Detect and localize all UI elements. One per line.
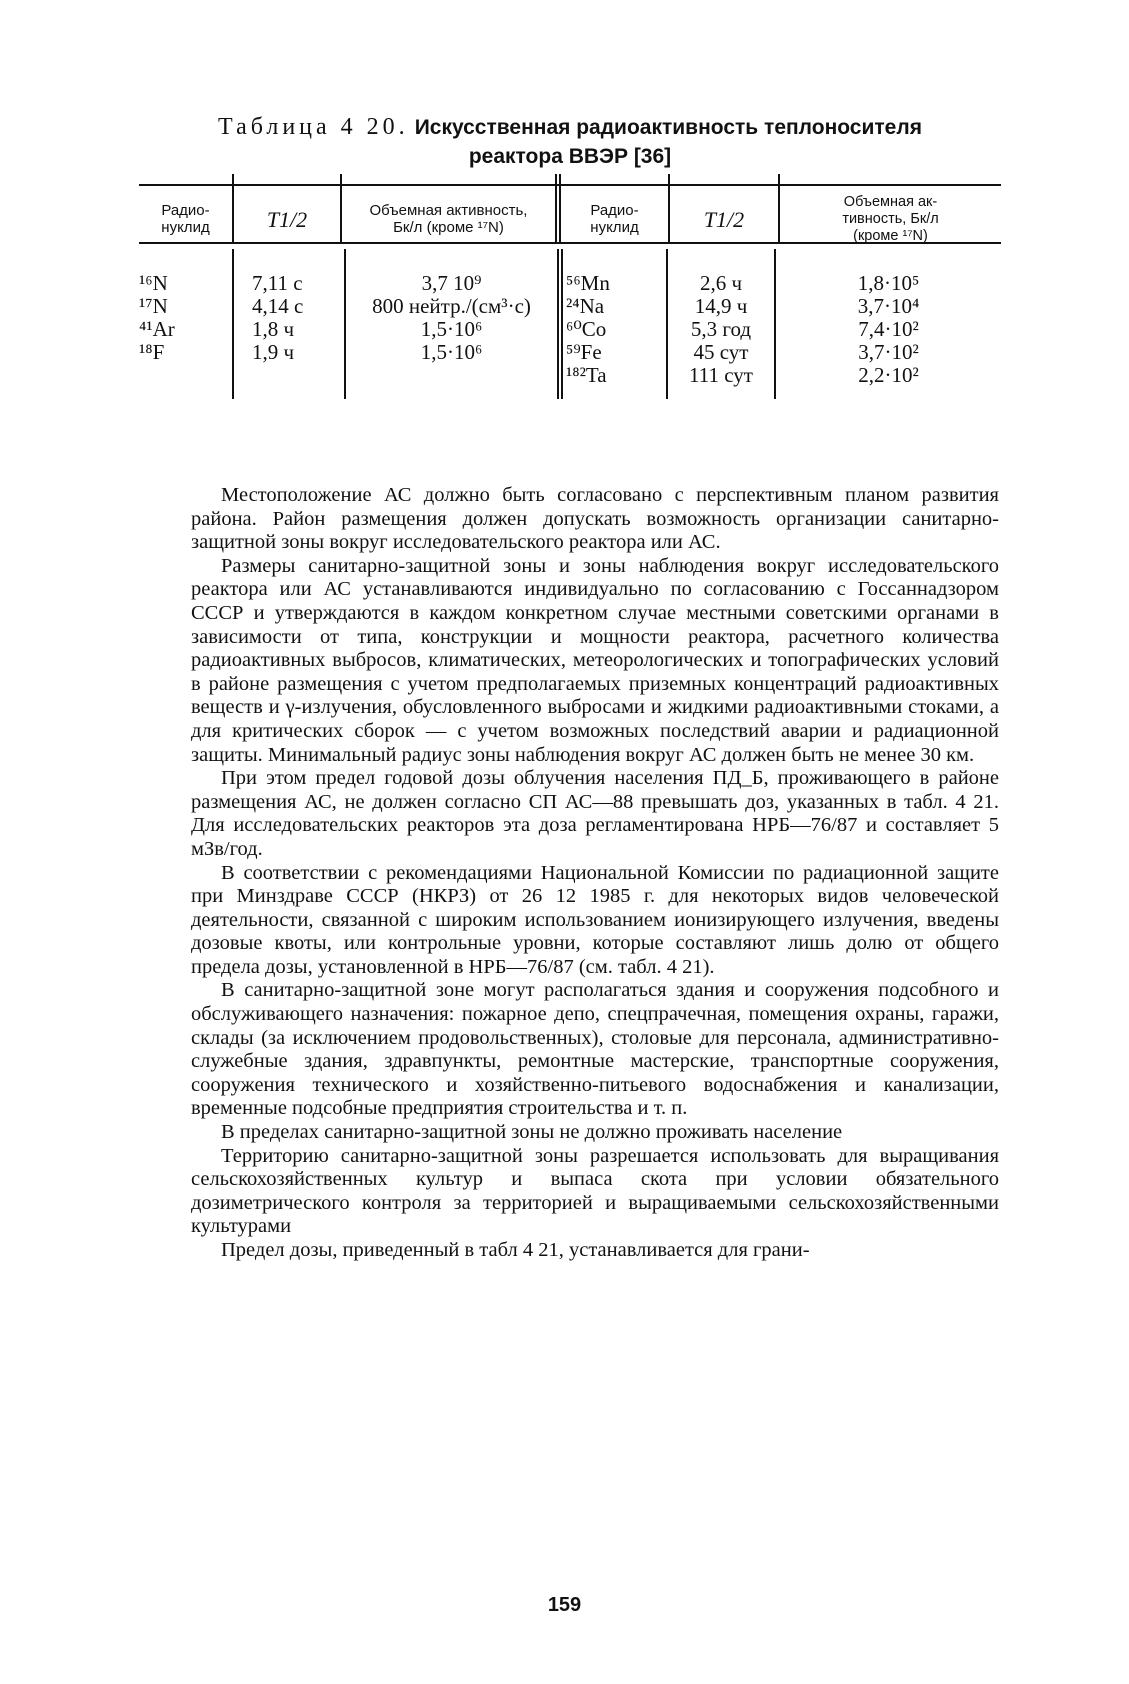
table-cell: ¹⁸²Ta bbox=[566, 363, 607, 387]
table-cell: 111 сут bbox=[689, 363, 753, 387]
table-cell: 1,5·10⁶ bbox=[420, 317, 483, 341]
column-half-life-right bbox=[668, 272, 774, 387]
body-text bbox=[191, 484, 999, 1263]
paragraph: В соответствии с рекомендациями Национальной Комиссии по радиационной защите при Минздраве СССР (НКРЗ) от 26 12 1985 г. для некоторых видов человеческой деятельности, связанной с широким использованием ионизирующего излучения, введены дозовые квоты, или контрольные уровни, которые составляют лишь долю от общего предела дозы, установленной в НРБ—76/87 (см. табл. 4 21). bbox=[191, 861, 999, 978]
table-cell: 2,6 ч bbox=[699, 271, 743, 295]
paragraph: В санитарно-защитной зоне могут располагаться здания и сооружения подсобного и обслуживающего назначения: пожарное депо, спецпрачечная, помещения охраны, гаражи, склады (за исключением продовольственных), столовые для персонала, административно-служебные здания, здравпункты, ремонтные мастерские, транспортные сооружения, сооружения технического и хозяйственно-питьевого водоснабжения и канализации, временные подсобные предприятия строительства и т. п. bbox=[191, 979, 999, 1120]
table-cell: 14,9 ч bbox=[694, 294, 748, 318]
header-nuclide: Радио- нуклид bbox=[161, 202, 210, 236]
table-cell: ¹⁸F bbox=[139, 340, 165, 364]
table-caption-label: Таблица 4 20. bbox=[218, 114, 409, 140]
table-cell: ²⁴Na bbox=[566, 294, 605, 318]
table-top-rule bbox=[139, 184, 1001, 186]
table-cell: 800 нейтр./(см³·с) bbox=[372, 294, 531, 318]
header-activity: Объемная активность, Бк/л (кроме ¹⁷N) bbox=[369, 202, 528, 236]
paragraph: Размеры санитарно-защитной зоны и зоны наблюдения вокруг исследовательского реактора или АС устанавливаются индивидуально по согласованию с Госсаннадзором СССР и утверждаются в каждом конкретном случае местными советскими органами в зависимости от типа, конструкции и мощности реактора, расчетного количества радиоактивных выбросов, климатических, метеорологических и топографических условий в районе размещения с учетом предполагаемых приземных концентраций радиоактивных веществ и γ-излучения, обусловленного выбросами и жидкими радиоактивными стоками, а для критических сборок — с учетом возможных последствий аварии и радиационной защиты. Минимальный радиус зоны наблюдения вокруг АС должен быть не менее 30 км. bbox=[191, 554, 999, 766]
column-activity-left bbox=[346, 272, 557, 364]
table-cell: 1,9 ч bbox=[252, 340, 295, 364]
table-cell: ¹⁷N bbox=[139, 294, 168, 318]
table-cell: 3,7·10² bbox=[858, 340, 919, 364]
table-cell: 7,4·10² bbox=[858, 317, 919, 341]
table-caption-title: Искусственная радиоактивность теплоносителя bbox=[414, 116, 922, 139]
column-half-life-left bbox=[252, 272, 344, 364]
data-table bbox=[139, 184, 1001, 430]
body-divider bbox=[561, 249, 563, 399]
column-activity-right bbox=[776, 272, 1001, 387]
paragraph: При этом предел годовой дозы облучения населения ПД_Б, проживающего в районе размещения АС, не должен согласно СП АС—88 превышать доз, указанных в табл. 4 21. Для исследовательских реакторов эта доза регламентирована НРБ—76/87 и составляет 5 мЗв/год. bbox=[191, 767, 999, 860]
column-nuclides-right bbox=[566, 272, 666, 387]
column-nuclides-left bbox=[139, 272, 229, 364]
table-cell: ⁵⁹Fe bbox=[566, 340, 602, 364]
header-nuclide-right: Радио- нуклид bbox=[590, 202, 639, 236]
page-number: 159 bbox=[547, 1594, 582, 1616]
table-cell: 1,8·10⁵ bbox=[857, 271, 920, 295]
table-cell: 3,7·10⁴ bbox=[857, 294, 920, 318]
header-activity-right: Объемная ак- тивность, Бк/л (кроме ¹⁷N) bbox=[842, 193, 939, 244]
table-cell: 4,14 с bbox=[252, 294, 304, 318]
paragraph: Местоположение АС должно быть согласовано с перспективным планом развития района. Район размещения должен допускать возможность организации санитарно-защитной зоны вокруг исследовательского реактора или АС. bbox=[191, 484, 999, 554]
paragraph: Территорию санитарно-защитной зоны разрешается использовать для выращивания сельскохозяйственных культур и выпаса скота при условии обязательного дозиметрического контроля за территорией и выращиваемыми сельскохозяйственными культурами bbox=[191, 1144, 999, 1238]
table-cell: ¹⁶N bbox=[139, 271, 168, 295]
table-caption bbox=[120, 113, 1020, 142]
table-cell: 1,5·10⁶ bbox=[420, 340, 483, 364]
paragraph: В пределах санитарно-защитной зоны не должно проживать население bbox=[221, 1121, 843, 1144]
body-divider bbox=[557, 249, 559, 399]
table-cell: 5,3 год bbox=[690, 317, 752, 341]
table-cell: ⁴¹Ar bbox=[139, 317, 175, 341]
table-caption-title-line2: реактора ВВЭР [36] bbox=[468, 145, 672, 168]
header-divider bbox=[555, 174, 557, 242]
table-cell: ⁵⁶Mn bbox=[566, 271, 610, 295]
table-cell: 7,11 с bbox=[252, 271, 303, 295]
paragraph: Предел дозы, приведенный в табл 4 21, устанавливается для грани- bbox=[221, 1239, 810, 1261]
body-divider bbox=[232, 249, 234, 399]
table-cell: ⁶⁰Co bbox=[566, 317, 607, 341]
header-half-life-right: T1/2 bbox=[703, 206, 745, 232]
table-cell: 45 сут bbox=[693, 340, 749, 364]
table-cell: 3,7 10⁹ bbox=[421, 271, 482, 295]
table-cell: 2,2·10² bbox=[858, 363, 919, 387]
header-half-life: T1/2 bbox=[266, 206, 308, 232]
table-cell: 1,8 ч bbox=[252, 317, 295, 341]
